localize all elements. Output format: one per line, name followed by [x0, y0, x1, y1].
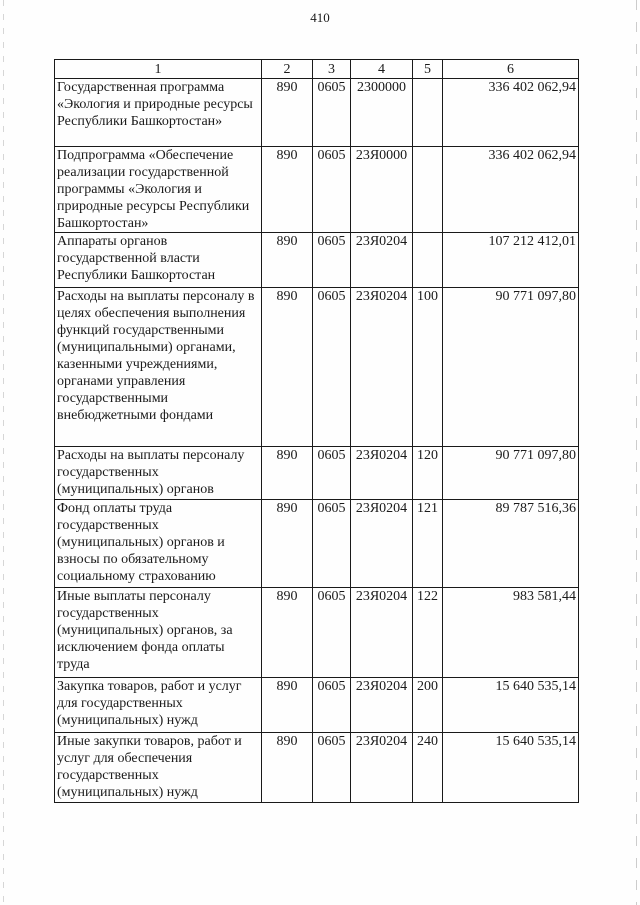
header-col-3: 3 [313, 60, 351, 79]
header-col-4: 4 [351, 60, 413, 79]
header-col-6: 6 [443, 60, 579, 79]
row-section-code: 0605 [313, 288, 351, 447]
row-amount: 90 771 097,80 [443, 288, 579, 447]
row-target-code: 23Я0204 [351, 733, 413, 803]
row-name: Расходы на выплаты персоналу государственных (муниципальных) органов [55, 447, 262, 500]
table-row [55, 79, 579, 147]
row-admin-code: 890 [262, 733, 313, 803]
row-target-code: 23Я0000 [351, 147, 413, 233]
row-section-code: 0605 [313, 147, 351, 233]
table-row [55, 288, 579, 447]
row-admin-code: 890 [262, 233, 313, 288]
row-expense-type: 120 [413, 447, 443, 500]
row-target-code: 23Я0204 [351, 233, 413, 288]
table-row [55, 588, 579, 678]
row-section-code: 0605 [313, 500, 351, 588]
header-col-2: 2 [262, 60, 313, 79]
row-amount: 15 640 535,14 [443, 733, 579, 803]
table-row [55, 733, 579, 803]
scan-edge-left [3, 0, 4, 905]
row-name: Закупка товаров, работ и услуг для государственных (муниципальных) нужд [55, 678, 262, 733]
row-amount: 89 787 516,36 [443, 500, 579, 588]
row-expense-type: 122 [413, 588, 443, 678]
row-expense-type: 100 [413, 288, 443, 447]
scan-edge-right [636, 0, 637, 905]
row-admin-code: 890 [262, 147, 313, 233]
row-target-code: 23Я0204 [351, 500, 413, 588]
row-name: Аппараты органов государственной власти Республики Башкортостан [55, 233, 262, 288]
row-name: Расходы на выплаты персоналу в целях обеспечения выполнения функций государственными (муниципальными) органами, казенными учреждениями, органами управления государственными внебюджетными фондами [55, 288, 262, 447]
table-row [55, 500, 579, 588]
row-name: Подпрограмма «Обеспечение реализации государственной программы «Экология и природные ресурсы Республики Башкортостан» [55, 147, 262, 233]
row-expense-type: 200 [413, 678, 443, 733]
table-row [55, 678, 579, 733]
row-section-code: 0605 [313, 733, 351, 803]
row-section-code: 0605 [313, 678, 351, 733]
row-amount: 90 771 097,80 [443, 447, 579, 500]
row-target-code: 23Я0204 [351, 678, 413, 733]
row-expense-type [413, 79, 443, 147]
row-admin-code: 890 [262, 678, 313, 733]
table-row [55, 233, 579, 288]
row-target-code: 2300000 [351, 79, 413, 147]
row-target-code: 23Я0204 [351, 447, 413, 500]
row-name: Государственная программа «Экология и природные ресурсы Республики Башкортостан» [55, 79, 262, 147]
row-admin-code: 890 [262, 588, 313, 678]
row-amount: 15 640 535,14 [443, 678, 579, 733]
page-number: 410 [310, 10, 330, 25]
budget-table [54, 59, 579, 803]
row-expense-type [413, 147, 443, 233]
row-target-code: 23Я0204 [351, 288, 413, 447]
header-col-5: 5 [413, 60, 443, 79]
table-header-row [55, 60, 579, 79]
row-admin-code: 890 [262, 79, 313, 147]
row-section-code: 0605 [313, 233, 351, 288]
row-amount: 107 212 412,01 [443, 233, 579, 288]
row-amount: 336 402 062,94 [443, 79, 579, 147]
row-expense-type [413, 233, 443, 288]
table-row [55, 147, 579, 233]
row-section-code: 0605 [313, 79, 351, 147]
table-row [55, 447, 579, 500]
row-expense-type: 121 [413, 500, 443, 588]
row-name: Иные выплаты персоналу государственных (муниципальных) органов, за исключением фонда оплаты труда [55, 588, 262, 678]
row-admin-code: 890 [262, 288, 313, 447]
row-amount: 983 581,44 [443, 588, 579, 678]
row-section-code: 0605 [313, 447, 351, 500]
header-col-1: 1 [55, 60, 262, 79]
row-target-code: 23Я0204 [351, 588, 413, 678]
row-name: Фонд оплаты труда государственных (муниципальных) органов и взносы по обязательному социальному страхованию [55, 500, 262, 588]
row-section-code: 0605 [313, 588, 351, 678]
row-expense-type: 240 [413, 733, 443, 803]
row-admin-code: 890 [262, 500, 313, 588]
row-name: Иные закупки товаров, работ и услуг для обеспечения государственных (муниципальных) нужд [55, 733, 262, 803]
row-amount: 336 402 062,94 [443, 147, 579, 233]
row-admin-code: 890 [262, 447, 313, 500]
